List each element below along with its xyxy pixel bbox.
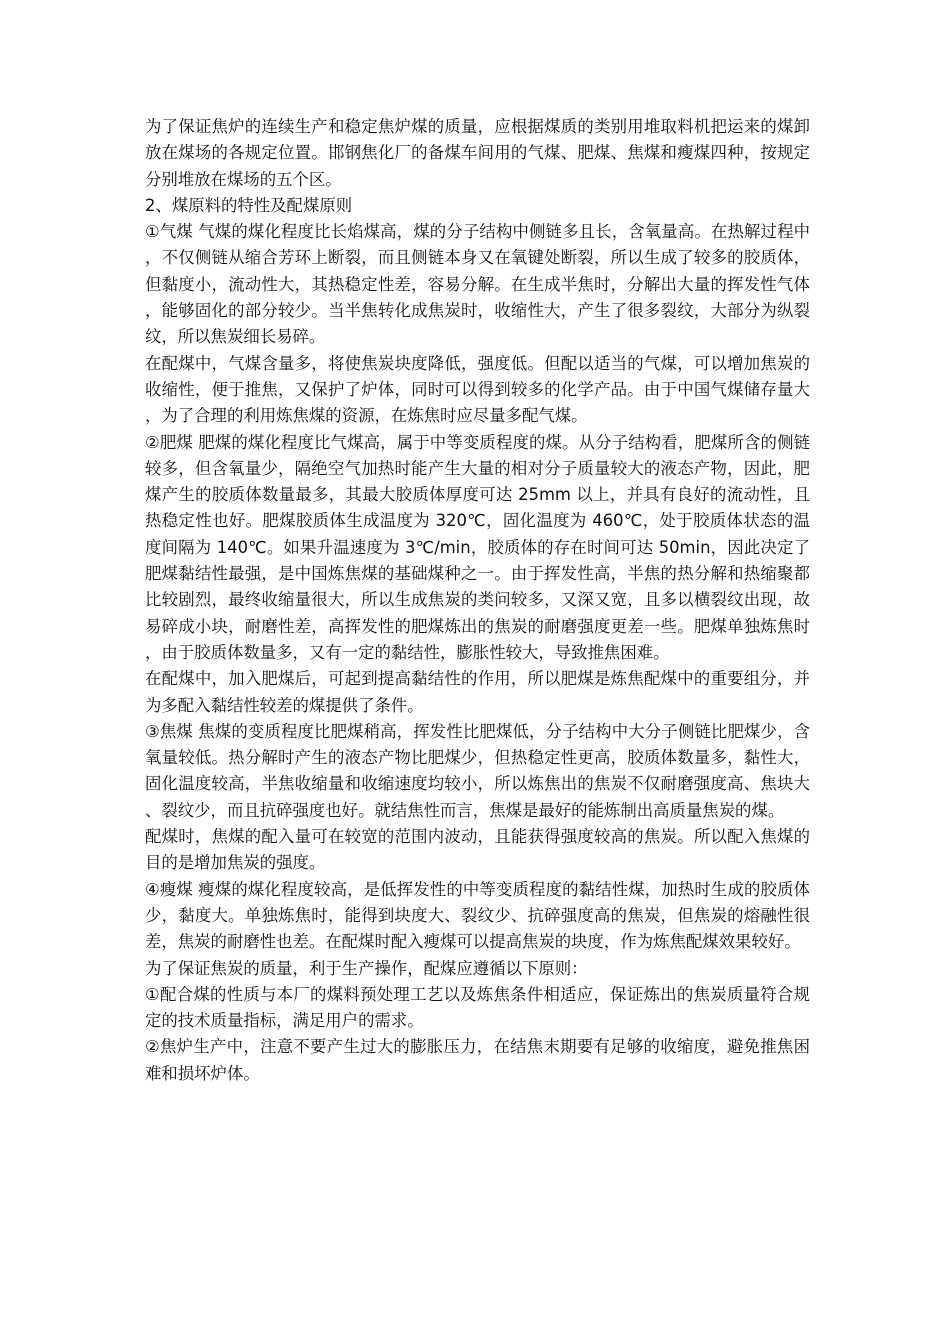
paragraph-blending-principles-intro: 为了保证焦炭的质量，利于生产操作，配煤应遵循以下原则： xyxy=(145,958,588,978)
paragraph-gas-coal: ①气煤 气煤的煤化程度比长焰煤高，煤的分子结构中侧链多且长，含氧量高。在热解过程中，不仅侧链从缩合芳环上断裂，而且侧链本身又在氧键处断裂，所以生成了较多的胶质体，但黏度小，流动性大，其热稳定性差，容易分解。在生成半焦时，分解出大量的挥发性气体，能够固化的部分较少。当半焦转化成焦炭时，收缩性大，产生了很多裂纹，大部分为纵裂纹，所以焦炭细长易碎。 xyxy=(145,222,810,347)
document-body xyxy=(145,114,810,1087)
paragraph-gas-coal-blending: 在配煤中，气煤含量多，将使焦炭块度降低，强度低。但配以适当的气煤，可以增加焦炭的收缩性，便于推焦，又保护了炉体，同时可以得到较多的化学产品。由于中国气煤储存量大，为了合理的利用炼焦煤的资源，在炼焦时应尽量多配气煤。 xyxy=(145,353,810,426)
paragraph-fat-coal: ②肥煤 肥煤的煤化程度比气煤高，属于中等变质程度的煤。从分子结构看，肥煤所含的侧链较多，但含氧量少，隔绝空气加热时能产生大量的相对分子质量较大的液态产物，因此，肥煤产生的胶质体数量最多，其最大胶质体厚度可达 25mm 以上，并具有良好的流动性，且热稳定性也好。肥煤胶质体生成温度为 320℃，固化温度为 460℃，处于胶质体状态的温度间隔为 140℃。如果升温速度为 3℃/min，胶质体的存在时间可达 50min，因此决定了肥煤黏结性最强，是中国炼焦煤的基础煤种之一。由于挥发性高，半焦的热分解和热缩聚都比较剧烈，最终收缩量很大，所以生成焦炭的类问较多，又深又宽，且多以横裂纹出现，故易碎成小块，耐磨性差，高挥发性的肥煤炼出的焦炭的耐磨强度更差一些。肥煤单独炼焦时，由于胶质体数量多，又有一定的黏结性，膨胀性较大，导致推焦困难。 xyxy=(145,432,810,662)
paragraph-fat-coal-blending: 在配煤中，加入肥煤后，可起到提高黏结性的作用，所以肥煤是炼焦配煤中的重要组分，并为多配入黏结性较差的煤提供了条件。 xyxy=(145,669,810,715)
paragraph-principle-1: ①配合煤的性质与本厂的煤料预处理工艺以及炼焦条件相适应，保证炼出的焦炭质量符合规定的技术质量指标，满足用户的需求。 xyxy=(145,984,810,1031)
paragraph-lean-coal: ④瘦煤 瘦煤的煤化程度较高，是低挥发性的中等变质程度的黏结性煤，加热时生成的胶质体少，黏度大。单独炼焦时，能得到块度大、裂纹少、抗碎强度高的焦炭，但焦炭的熔融性很差，焦炭的耐磨性也差。在配煤时配入瘦煤可以提高焦炭的块度，作为炼焦配煤效果较好。 xyxy=(145,879,810,952)
paragraph-coking-coal-blending: 配煤时，焦煤的配入量可在较宽的范围内波动，且能获得强度较高的焦炭。所以配入焦煤的目的是增加焦炭的强度。 xyxy=(145,827,810,873)
paragraph-intro: 为了保证焦炉的连续生产和稳定焦炉煤的质量，应根据煤质的类别用堆取料机把运来的煤卸放在煤场的各规定位置。邯钢焦化厂的备煤车间用的气煤、肥煤、焦煤和瘦煤四种，按规定分别堆放在煤场的五个区。 xyxy=(145,117,810,189)
paragraph-principle-2: ②焦炉生产中，注意不要产生过大的膨胀压力，在结焦末期要有足够的收缩度，避免推焦困难和损坏炉体。 xyxy=(145,1037,810,1083)
section-heading-coal-properties: 2、煤原料的特性及配煤原则 xyxy=(145,195,353,215)
paragraph-coking-coal: ③焦煤 焦煤的变质程度比肥煤稍高，挥发性比肥煤低，分子结构中大分子侧链比肥煤少，含氧量较低。热分解时产生的液态产物比肥煤少，但热稳定性更高，胶质体数量多，黏性大，固化温度较高，半焦收缩量和收缩速度均较小，所以炼焦出的焦炭不仅耐磨强度高、焦块大、裂纹少，而且抗碎强度也好。就结焦性而言，焦煤是最好的能炼制出高质量焦炭的煤。 xyxy=(145,721,810,820)
